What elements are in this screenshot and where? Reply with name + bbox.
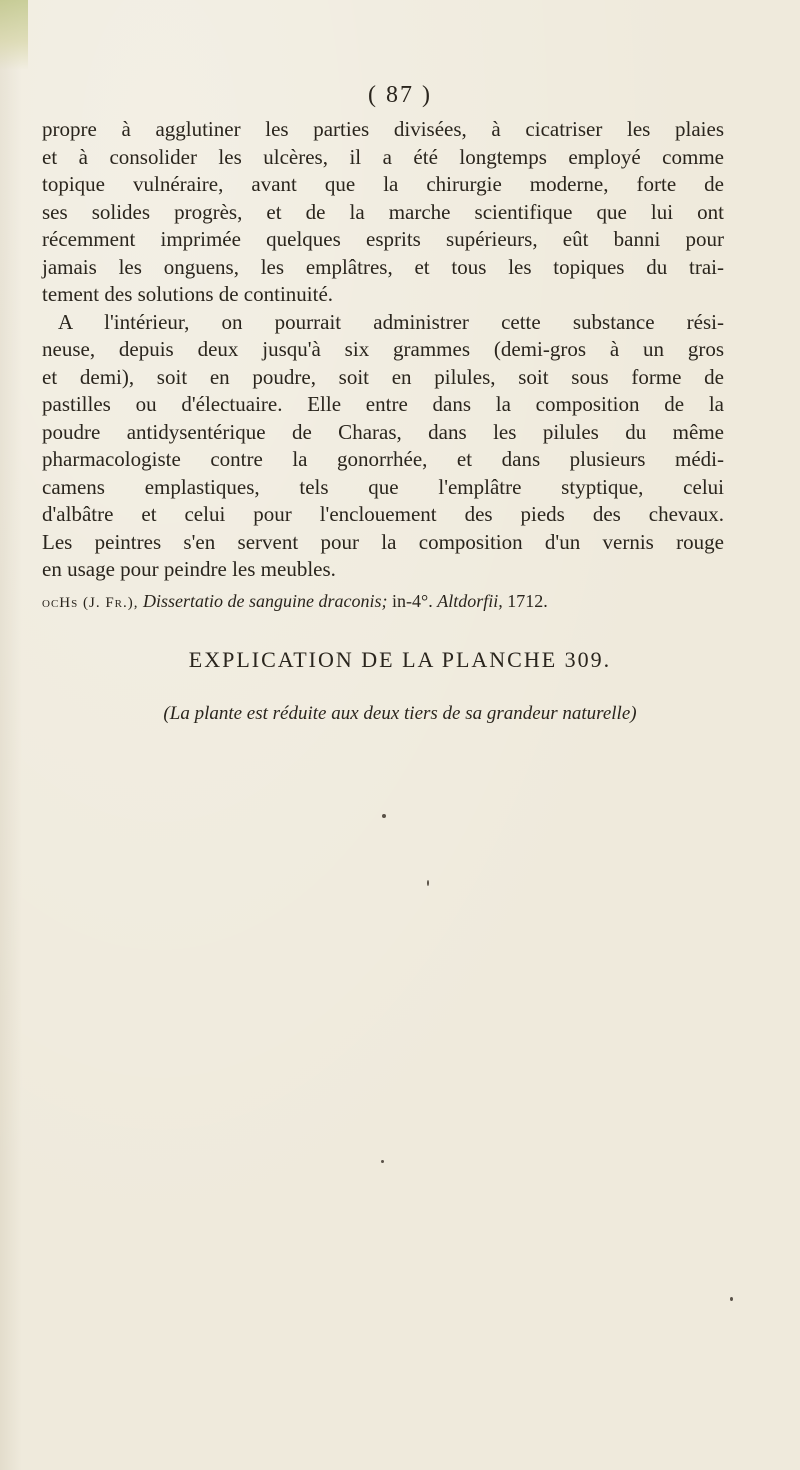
paper-speck (730, 1297, 733, 1301)
text-line: topique vulnéraire, avant que la chirurgie moderne, forte de (42, 172, 724, 196)
body-text (42, 116, 724, 584)
paper-speck (427, 880, 429, 886)
bibliographic-citation (42, 591, 742, 612)
citation-place: Altdorfii, (437, 591, 503, 611)
text-line: camens emplastiques, tels que l'emplâtre styptique, celui (42, 474, 724, 499)
text-line: pastilles ou d'électuaire. Elle entre dans la composition de la (42, 392, 724, 416)
text-line: ses solides progrès, et de la marche scientifique que lui ont (42, 199, 724, 224)
text-line: pharmacologiste contre la gonorrhée, et dans plusieurs médi- (42, 447, 724, 471)
text-line: et demi), soit en poudre, soit en pilules, soit sous forme de (42, 364, 724, 389)
text-line: propre à agglutiner les parties divisées, à cicatriser les plaies (42, 117, 724, 141)
paragraph-1 (42, 116, 724, 309)
text-line: neuse, depuis deux jusqu'à six grammes (demi-gros à un gros (42, 337, 724, 361)
plate-caption: (La plante est réduite aux deux tiers de sa grandeur naturelle) (163, 703, 637, 724)
page-number: ( 87 ) (368, 82, 432, 108)
text-line: A l'intérieur, on pourrait administrer cette substance rési- (58, 309, 724, 334)
citation-year: 1712. (507, 591, 548, 611)
paper-speck (381, 1160, 384, 1163)
plate-heading: EXPLICATION DE LA PLANCHE 309. (188, 647, 612, 672)
text-line: poudre antidysentérique de Charas, dans les pilules du même (42, 419, 724, 444)
citation-title: Dissertatio de sanguine draconis; (143, 591, 388, 611)
text-line: récemment imprimée quelques esprits supérieurs, eût banni pour (42, 227, 724, 251)
text-line: en usage pour peindre les meubles. (42, 557, 336, 581)
text-line: jamais les onguens, les emplâtres, et tous les topiques du trai- (42, 254, 724, 279)
text-line: Les peintres s'en servent pour la composition d'un vernis rouge (42, 529, 724, 554)
text-line: d'albâtre et celui pour l'enclouement des pieds des chevaux. (42, 502, 724, 526)
paragraph-2 (42, 309, 724, 584)
text-line: tement des solutions de continuité. (42, 282, 334, 306)
page-corner-stain (0, 0, 28, 70)
paper-speck (382, 814, 386, 818)
text-line: et à consolider les ulcères, il a été longtemps employé comme (42, 144, 724, 169)
citation-author: ocHs (J. Fr.), (42, 595, 139, 611)
citation-format: in-4°. (392, 591, 433, 611)
